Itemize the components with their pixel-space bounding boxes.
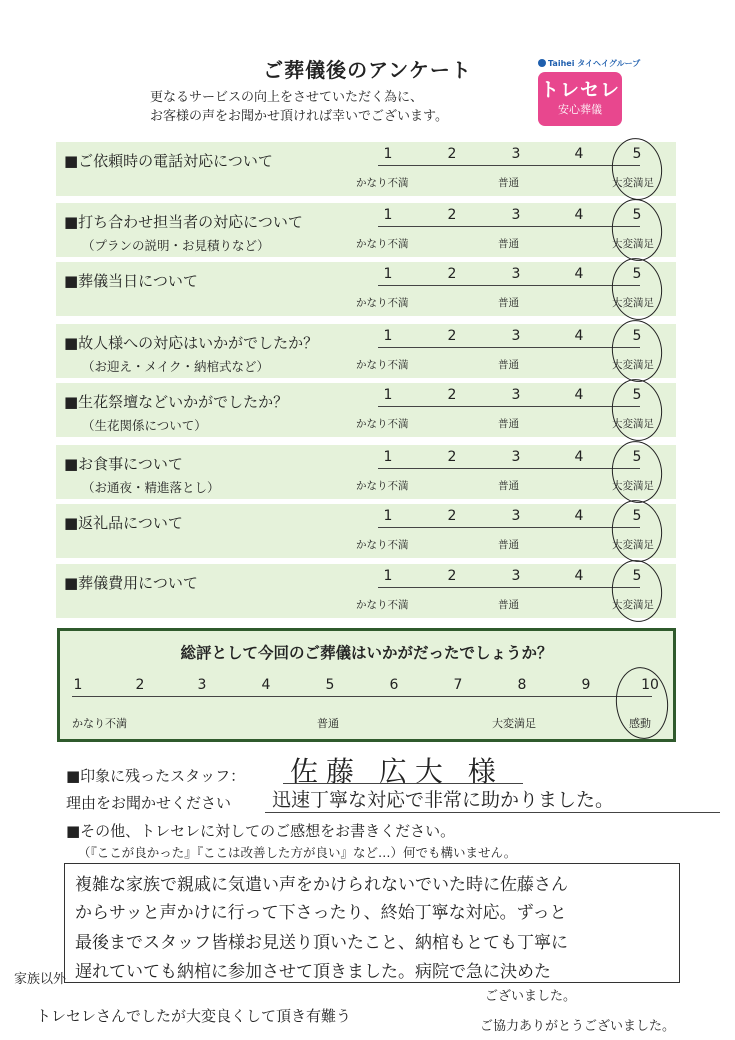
scale-line	[378, 226, 640, 227]
scale-option-2: 2	[447, 508, 457, 524]
scale-label-low: かなり不満	[356, 297, 409, 309]
selected-circle	[608, 196, 666, 264]
brand-logo	[538, 58, 641, 126]
scale-option-2: 2	[447, 387, 457, 403]
scale-label-mid: 普通	[498, 480, 519, 492]
selected-circle	[608, 438, 666, 506]
scale-label-mid: 普通	[498, 359, 519, 371]
reason-underline	[265, 812, 720, 813]
scale-option-5: 5	[632, 266, 642, 282]
scale-line	[378, 285, 640, 286]
selected-circle	[608, 497, 666, 565]
scale-option-2: 2	[447, 146, 457, 162]
scale-label-high: 大変満足	[612, 539, 654, 551]
question-title: ■ご依頼時の電話対応について	[64, 152, 273, 170]
scale-option-4: 4	[574, 146, 584, 162]
question-row	[56, 142, 676, 196]
scale-option-3: 3	[511, 328, 521, 344]
question-title: ■葬儀費用について	[64, 574, 198, 592]
scale-label-high: 大変満足	[612, 599, 654, 611]
comment-below-note: トレセレさんでしたが大変良くして頂き有難う	[36, 1007, 352, 1025]
scale-option-3: 3	[511, 266, 521, 282]
scale-label-high: 大変満足	[612, 418, 654, 430]
scale-option-4: 4	[574, 207, 584, 223]
other-note: （『ここが良かった』『ここは改善した方が良い』など…）何でも構いません。	[78, 845, 517, 860]
scale-label-mid: 普通	[498, 297, 519, 309]
comment-margin-note: 家族以外	[14, 972, 67, 987]
question-row	[56, 383, 676, 437]
question-title: ■お食事について	[64, 455, 183, 473]
overall-option-3: 3	[197, 677, 207, 693]
scale-label-mid: 普通	[498, 599, 519, 611]
question-subtitle: （プランの説明・お見積りなど）	[82, 238, 270, 253]
scale-option-3: 3	[511, 508, 521, 524]
question-subtitle: （生花関係について）	[82, 418, 207, 433]
question-row	[56, 445, 676, 499]
scale-option-2: 2	[447, 207, 457, 223]
question-subtitle: （お迎え・メイク・納棺式など）	[82, 359, 270, 374]
overall-label-high: 大変満足	[492, 717, 536, 730]
tresele-logo-box	[538, 72, 622, 126]
question-title: ■打ち合わせ担当者の対応について	[64, 213, 303, 231]
overall-option-8: 8	[517, 677, 527, 693]
scale-label-mid: 普通	[498, 238, 519, 250]
scale-option-1: 1	[383, 508, 393, 524]
scale-label-mid: 普通	[498, 539, 519, 551]
scale-option-2: 2	[447, 568, 457, 584]
staff-underline	[283, 783, 523, 784]
question-row	[56, 504, 676, 558]
overall-label-mid: 普通	[317, 717, 339, 730]
other-label: ■その他、トレセレに対してのご感想をお書きください。	[66, 822, 456, 840]
staff-value: 佐藤 広大 様	[290, 755, 504, 788]
scale-label-low: かなり不満	[356, 238, 409, 250]
scale-option-4: 4	[574, 387, 584, 403]
scale-line	[378, 406, 640, 407]
logo-tagline: 安心葬儀	[558, 103, 602, 116]
question-title: ■返礼品について	[64, 514, 183, 532]
scale-label-low: かなり不満	[356, 480, 409, 492]
scale-option-1: 1	[383, 207, 393, 223]
overall-label-top: 感動	[629, 717, 651, 730]
question-row	[56, 564, 676, 618]
scale-label-mid: 普通	[498, 177, 519, 189]
scale-label-high: 大変満足	[612, 359, 654, 371]
scale-option-1: 1	[383, 387, 393, 403]
scale-option-5: 5	[632, 449, 642, 465]
reason-value: 迅速丁寧な対応で非常に助かりました。	[272, 789, 615, 811]
overall-title: 総評として今回のご葬儀はいかがだったでしょうか？	[180, 644, 553, 662]
overall-scale-line	[72, 696, 652, 697]
scale-label-high: 大変満足	[612, 238, 654, 250]
scale-option-5: 5	[632, 568, 642, 584]
scale-option-4: 4	[574, 328, 584, 344]
selected-circle	[608, 255, 666, 323]
scale-option-1: 1	[383, 328, 393, 344]
scale-option-4: 4	[574, 449, 584, 465]
intro-text	[150, 88, 570, 126]
comment-line-3: 最後までスタッフ皆様お見送り頂いたこと、納棺もとても丁寧に	[75, 933, 568, 953]
scale-option-5: 5	[632, 146, 642, 162]
selected-circle	[608, 135, 666, 203]
scale-label-low: かなり不満	[356, 539, 409, 551]
scale-line	[378, 165, 640, 166]
scale-option-4: 4	[574, 508, 584, 524]
selected-circle	[608, 376, 666, 444]
overall-option-6: 6	[389, 677, 399, 693]
comment-line-1: 複雑な家族で親戚に気遣い声をかけられないでいた時に佐藤さん	[75, 875, 568, 895]
scale-option-3: 3	[511, 146, 521, 162]
intro-line-2: お客様の声をお聞かせ頂ければ幸いでございます。	[150, 109, 448, 124]
scale-option-2: 2	[447, 328, 457, 344]
scale-option-1: 1	[383, 146, 393, 162]
scale-option-2: 2	[447, 266, 457, 282]
overall-option-4: 4	[261, 677, 271, 693]
question-row	[56, 203, 676, 257]
question-title: ■故人様への対応はいかがでしたか？	[64, 334, 319, 352]
group-logo: Taihei タイヘイグループ	[538, 58, 633, 69]
comment-line-2: からサッと声かけに行って下さったり、終始丁寧な対応。ずっと	[75, 903, 567, 923]
overall-label-low: かなり不満	[72, 717, 127, 730]
scale-option-1: 1	[383, 266, 393, 282]
selected-circle	[608, 557, 666, 625]
question-row	[56, 262, 676, 316]
scale-option-4: 4	[574, 568, 584, 584]
question-title: ■葬儀当日について	[64, 272, 198, 290]
scale-option-1: 1	[383, 568, 393, 584]
scale-label-mid: 普通	[498, 418, 519, 430]
overall-option-2: 2	[135, 677, 145, 693]
scale-option-3: 3	[511, 207, 521, 223]
question-title: ■生花祭壇などいかがでしたか？	[64, 393, 289, 411]
overall-selected-circle	[612, 664, 671, 741]
scale-label-low: かなり不満	[356, 599, 409, 611]
staff-label: ■印象に残ったスタッフ：	[66, 767, 246, 785]
scale-line	[378, 587, 640, 588]
overall-option-9: 9	[581, 677, 591, 693]
intro-line-1: 更なるサービスの向上をさせていただく為に、	[150, 90, 424, 105]
scale-label-high: 大変満足	[612, 480, 654, 492]
scale-line	[378, 527, 640, 528]
footer-thanks: ご協力ありがとうございました。	[480, 1019, 676, 1034]
scale-label-high: 大変満足	[612, 177, 654, 189]
overall-option-5: 5	[325, 677, 335, 693]
overall-option-1: 1	[73, 677, 83, 693]
reason-label: 理由をお聞かせください	[66, 794, 232, 812]
scale-option-5: 5	[632, 387, 642, 403]
overall-option-10: 10	[641, 677, 659, 693]
overall-rating-box	[57, 628, 676, 742]
scale-option-3: 3	[511, 568, 521, 584]
page-title: ご葬儀後のアンケート	[263, 58, 472, 82]
scale-option-5: 5	[632, 328, 642, 344]
taihei-mark-icon	[538, 59, 546, 67]
scale-option-2: 2	[447, 449, 457, 465]
scale-option-4: 4	[574, 266, 584, 282]
comment-box	[64, 863, 680, 983]
scale-option-5: 5	[632, 207, 642, 223]
scale-option-3: 3	[511, 449, 521, 465]
overall-option-7: 7	[453, 677, 463, 693]
comment-above-note: ございました。	[485, 989, 577, 1004]
scale-label-low: かなり不満	[356, 418, 409, 430]
scale-label-low: かなり不満	[356, 359, 409, 371]
question-row	[56, 324, 676, 378]
scale-option-3: 3	[511, 387, 521, 403]
comment-line-4: 遅れていても納棺に参加させて頂きました。病院で急に決めた	[75, 962, 551, 982]
selected-circle	[608, 317, 666, 385]
question-subtitle: （お通夜・精進落とし）	[82, 480, 220, 495]
scale-label-low: かなり不満	[356, 177, 409, 189]
logo-brand: トレセレ	[539, 79, 620, 101]
scale-line	[378, 468, 640, 469]
scale-line	[378, 347, 640, 348]
scale-option-1: 1	[383, 449, 393, 465]
scale-option-5: 5	[632, 508, 642, 524]
scale-label-high: 大変満足	[612, 297, 654, 309]
